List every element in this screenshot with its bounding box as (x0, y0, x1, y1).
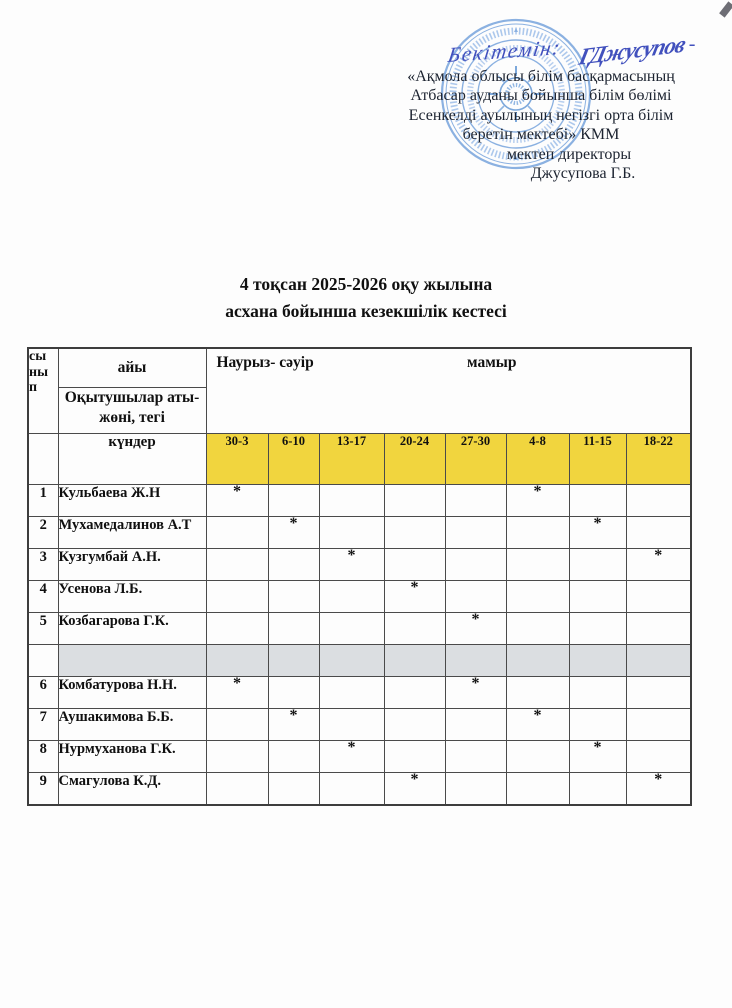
duty-mark-cell (206, 741, 268, 773)
duty-mark-cell (268, 677, 319, 709)
table-row (28, 485, 691, 517)
march-april-label: Наурыз- сәуір (216, 354, 314, 371)
teacher-name: Смагулова К.Д. (58, 773, 206, 806)
table-row (28, 549, 691, 581)
date-range-header: 20-24 (384, 434, 445, 485)
duty-mark-cell (445, 773, 506, 806)
duty-mark-cell (268, 581, 319, 613)
duty-mark-cell: * (445, 613, 506, 645)
duty-mark-cell (319, 581, 384, 613)
date-range-header: 4-8 (506, 434, 569, 485)
duty-mark-cell (268, 741, 319, 773)
org-line: Атбасар ауданы бойынша білім бөлімі (410, 87, 672, 105)
duty-mark-cell (384, 517, 445, 549)
month-header: айы (58, 348, 206, 388)
duty-mark-cell (506, 517, 569, 549)
teacher-name: Аушакимова Б.Б. (58, 709, 206, 741)
row-number (28, 645, 58, 677)
spacer-cell (58, 645, 206, 677)
duty-mark-cell (384, 709, 445, 741)
teacher-name: Комбатурова Н.Н. (58, 677, 206, 709)
table-row (28, 517, 691, 549)
duty-mark-cell (626, 741, 691, 773)
duty-mark-cell (569, 613, 626, 645)
teacher-name: Кульбаева Ж.Н (58, 485, 206, 517)
days-header: күндер (58, 434, 206, 485)
approval-handwriting (446, 31, 708, 70)
row-number: 2 (28, 517, 58, 549)
duty-mark-cell (268, 485, 319, 517)
duty-mark-cell: * (319, 741, 384, 773)
table-row (28, 741, 691, 773)
duty-mark-cell (445, 741, 506, 773)
duty-mark-cell: * (206, 677, 268, 709)
duty-mark-cell (506, 773, 569, 806)
date-range-header: 30-3 (206, 434, 268, 485)
duty-mark-cell (506, 741, 569, 773)
duty-mark-cell (206, 709, 268, 741)
teacher-name: Мухамедалинов А.Т (58, 517, 206, 549)
document-title (0, 271, 732, 325)
table-row (28, 581, 691, 613)
class-column-header: сы ны п (28, 348, 58, 434)
duty-mark-cell (445, 517, 506, 549)
empty-corner-cell (28, 434, 58, 485)
duty-mark-cell (445, 485, 506, 517)
row-number: 4 (28, 581, 58, 613)
spacer-cell (268, 645, 319, 677)
duty-mark-cell (626, 613, 691, 645)
duty-mark-cell (569, 773, 626, 806)
handwritten-approval-word: Бекітемін: (446, 34, 563, 68)
duty-mark-cell (506, 677, 569, 709)
duty-mark-cell (206, 517, 268, 549)
teacher-name-header: Оқытушылар аты-жөні, тегі (58, 388, 206, 434)
duty-mark-cell: * (445, 677, 506, 709)
duty-mark-cell (384, 613, 445, 645)
duty-mark-cell: * (569, 517, 626, 549)
duty-mark-cell: * (569, 741, 626, 773)
date-range-header: 6-10 (268, 434, 319, 485)
row-number: 9 (28, 773, 58, 806)
duty-mark-cell (445, 581, 506, 613)
duty-mark-cell (319, 485, 384, 517)
row-number: 3 (28, 549, 58, 581)
duty-mark-cell: * (268, 517, 319, 549)
org-line: беретін мектебі» КММ (462, 126, 620, 144)
duty-mark-cell (319, 677, 384, 709)
org-line: Есенкелді ауылының негізгі орта білім (408, 106, 674, 124)
row-number: 7 (28, 709, 58, 741)
period-header (206, 348, 691, 434)
duty-mark-cell (626, 517, 691, 549)
date-range-header: 11-15 (569, 434, 626, 485)
duty-mark-cell (206, 581, 268, 613)
row-number: 5 (28, 613, 58, 645)
spacer-cell (445, 645, 506, 677)
duty-schedule-table (27, 347, 692, 806)
duty-mark-cell (319, 709, 384, 741)
row-number: 1 (28, 485, 58, 517)
director-name-line: Джусупова Г.Б. (530, 165, 636, 183)
title-line-1: 4 тоқсан 2025-2026 оқу жылына (239, 274, 493, 294)
duty-mark-cell (319, 773, 384, 806)
duty-mark-cell: * (506, 709, 569, 741)
duty-mark-cell (569, 581, 626, 613)
may-label: мамыр (467, 354, 517, 371)
scan-artifact (719, 1, 732, 17)
duty-mark-cell (506, 613, 569, 645)
duty-mark-cell (384, 741, 445, 773)
duty-mark-cell (445, 549, 506, 581)
duty-mark-cell (569, 709, 626, 741)
date-range-header: 13-17 (319, 434, 384, 485)
table-row (28, 773, 691, 806)
duty-mark-cell (384, 549, 445, 581)
duty-mark-cell (206, 613, 268, 645)
duty-mark-cell (268, 549, 319, 581)
title-line-2: асхана бойынша кезекшілік кестесі (225, 301, 507, 321)
teacher-name: Кузгумбай А.Н. (58, 549, 206, 581)
teacher-name: Усенова Л.Б. (58, 581, 206, 613)
date-range-header: 18-22 (626, 434, 691, 485)
duty-mark-cell (569, 549, 626, 581)
duty-mark-cell (626, 581, 691, 613)
teacher-name: Козбагарова Г.К. (58, 613, 206, 645)
duty-mark-cell (569, 677, 626, 709)
row-number: 8 (28, 741, 58, 773)
duty-mark-cell (506, 549, 569, 581)
duty-mark-cell (384, 677, 445, 709)
duty-mark-cell: * (626, 773, 691, 806)
duty-mark-cell (268, 613, 319, 645)
duty-mark-cell (206, 773, 268, 806)
duty-mark-cell: * (319, 549, 384, 581)
director-signature: ГДжусупов (576, 31, 688, 70)
spacer-cell (206, 645, 268, 677)
duty-mark-cell: * (206, 485, 268, 517)
duty-mark-cell (506, 581, 569, 613)
spacer-cell (626, 645, 691, 677)
table-row (28, 709, 691, 741)
table-row (28, 677, 691, 709)
duty-mark-cell (626, 485, 691, 517)
duty-mark-cell (319, 517, 384, 549)
director-role-line: мектеп директоры (506, 145, 632, 163)
duty-mark-cell (206, 549, 268, 581)
spacer-cell (506, 645, 569, 677)
duty-mark-cell: * (384, 581, 445, 613)
signature-flourish: - (688, 33, 696, 55)
spacer-cell (569, 645, 626, 677)
duty-mark-cell: * (626, 549, 691, 581)
teacher-name: Нурмуханова Г.К. (58, 741, 206, 773)
duty-mark-cell (319, 613, 384, 645)
row-number: 6 (28, 677, 58, 709)
organization-block (384, 67, 698, 183)
duty-mark-cell (384, 485, 445, 517)
duty-mark-cell (626, 709, 691, 741)
duty-mark-cell (268, 773, 319, 806)
duty-mark-cell (445, 709, 506, 741)
duty-mark-cell: * (506, 485, 569, 517)
table-row (28, 613, 691, 645)
spacer-cell (319, 645, 384, 677)
date-range-header: 27-30 (445, 434, 506, 485)
duty-mark-cell (569, 485, 626, 517)
org-line: «Ақмола облысы білім басқармасының (407, 68, 675, 85)
empty-spacer-row (28, 645, 691, 677)
duty-mark-cell (626, 677, 691, 709)
duty-mark-cell: * (384, 773, 445, 806)
spacer-cell (384, 645, 445, 677)
duty-mark-cell: * (268, 709, 319, 741)
